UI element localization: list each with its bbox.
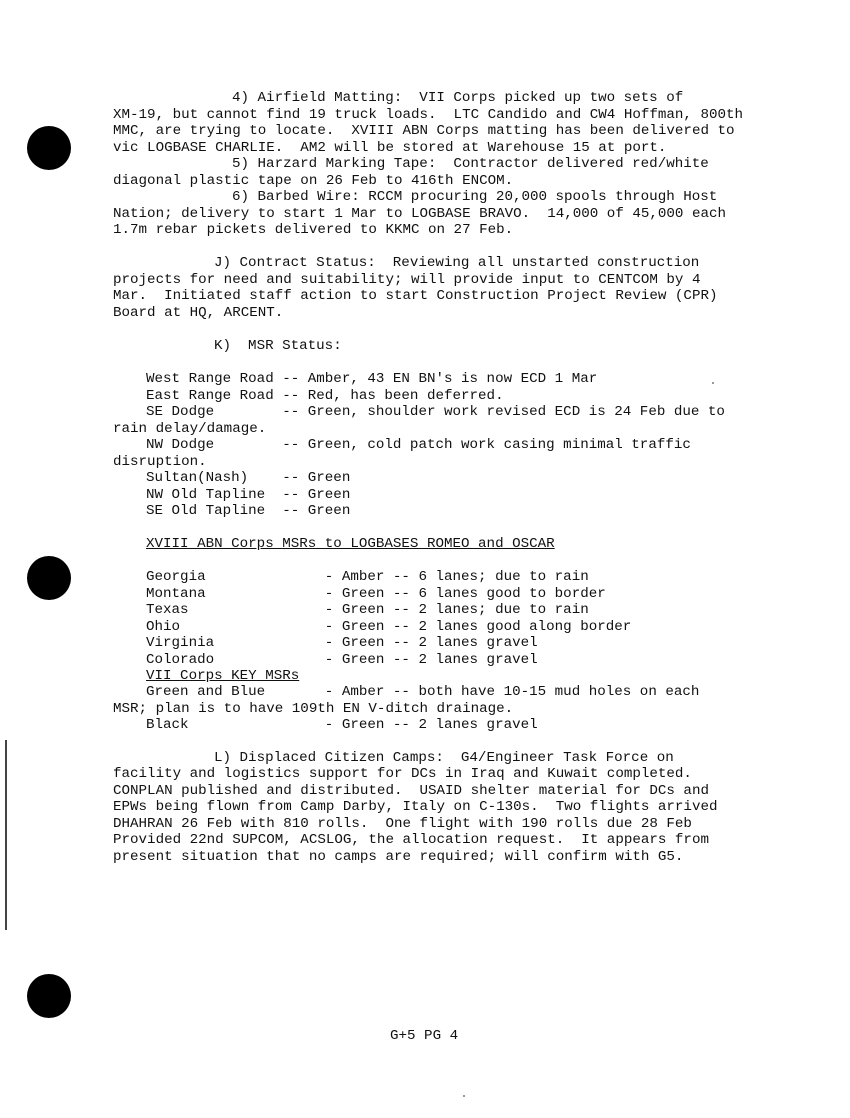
sectionL-line5: DHAHRAN 26 Feb with 810 rolls. One flight with 190 rolls due 28 Feb <box>113 816 692 832</box>
sectionL-line4: EPWs being flown from Camp Darby, Italy on C-130s. Two flights arrived <box>113 799 718 815</box>
sectionL-line2: facility and logistics support for DCs in Iraq and Kuwait completed. <box>113 766 692 782</box>
xviii-row: Texas - Green -- 2 lanes; due to rain <box>146 602 589 618</box>
sectionL-line6: Provided 22nd SUPCOM, ACSLOG, the allocation request. It appears from <box>113 832 709 848</box>
msr-row: East Range Road -- Red, has been deferred. <box>146 388 504 404</box>
msr-row: NW Dodge -- Green, cold patch work casing minimal traffic <box>146 437 691 453</box>
xviii-row: Ohio - Green -- 2 lanes good along border <box>146 619 632 635</box>
msr-row: West Range Road -- Amber, 43 EN BN's is now ECD 1 Mar <box>146 371 598 387</box>
xviii-heading: XVIII ABN Corps MSRs to LOGBASES ROMEO and OSCAR <box>146 536 555 552</box>
xviii-row: Georgia - Amber -- 6 lanes; due to rain <box>146 569 589 585</box>
xviii-row: Montana - Green -- 6 lanes good to border <box>146 586 606 602</box>
item5-line2: diagonal plastic tape on 26 Feb to 416th ENCOM. <box>113 173 514 189</box>
item6-line1: 6) Barbed Wire: RCCM procuring 20,000 spools through Host <box>232 189 718 205</box>
scan-speck <box>712 382 714 384</box>
sectionL-line7: present situation that no camps are required; will confirm with G5. <box>113 849 684 865</box>
msr-row-continuation: rain delay/damage. <box>113 421 267 437</box>
vii-heading: VII Corps KEY MSRs <box>146 668 300 684</box>
sectionK-heading: K) MSR Status: <box>214 338 342 354</box>
sectionJ-line4: Board at HQ, ARCENT. <box>113 305 284 321</box>
item4-line3: MMC, are trying to locate. XVIII ABN Corps matting has been delivered to <box>113 123 735 139</box>
binder-hole-bottom <box>27 974 71 1018</box>
item6-line3: 1.7m rebar pickets delivered to KKMC on 27 Feb. <box>113 222 514 238</box>
item4-line2: XM-19, but cannot find 19 truck loads. LTC Candido and CW4 Hoffman, 800th <box>113 107 744 123</box>
xviii-row: Virginia - Green -- 2 lanes gravel <box>146 635 538 651</box>
sectionJ-line2: projects for need and suitability; will provide input to CENTCOM by 4 <box>113 272 701 288</box>
msr-row: SE Old Tapline -- Green <box>146 503 351 519</box>
vii-row: Green and Blue - Amber -- both have 10-15 mud holes on each <box>146 684 700 700</box>
item6-line2: Nation; delivery to start 1 Mar to LOGBASE BRAVO. 14,000 of 45,000 each <box>113 206 726 222</box>
xviii-row: Colorado - Green -- 2 lanes gravel <box>146 652 538 668</box>
vii-row-continuation: MSR; plan is to have 109th EN V-ditch drainage. <box>113 701 514 717</box>
msr-row: Sultan(Nash) -- Green <box>146 470 351 486</box>
sectionL-line1: L) Displaced Citizen Camps: G4/Engineer Task Force on <box>214 750 674 766</box>
sectionJ-line1: J) Contract Status: Reviewing all unstarted construction <box>214 255 700 271</box>
item4-line1: 4) Airfield Matting: VII Corps picked up two sets of <box>232 90 684 106</box>
scan-edge-line <box>5 740 7 930</box>
page-number: G+5 PG 4 <box>390 1028 459 1044</box>
scan-speck <box>463 1095 465 1097</box>
binder-hole-top <box>27 126 71 170</box>
sectionJ-line3: Mar. Initiated staff action to start Construction Project Review (CPR) <box>113 288 718 304</box>
binder-hole-middle <box>27 556 71 600</box>
item4-line4: vic LOGBASE CHARLIE. AM2 will be stored at Warehouse 15 at port. <box>113 140 667 156</box>
item5-line1: 5) Harzard Marking Tape: Contractor delivered red/white <box>232 156 709 172</box>
vii-row: Black - Green -- 2 lanes gravel <box>146 717 538 733</box>
msr-row-continuation: disruption. <box>113 454 207 470</box>
sectionL-line3: CONPLAN published and distributed. USAID shelter material for DCs and <box>113 783 709 799</box>
msr-row: NW Old Tapline -- Green <box>146 487 351 503</box>
msr-row: SE Dodge -- Green, shoulder work revised ECD is 24 Feb due to <box>146 404 725 420</box>
